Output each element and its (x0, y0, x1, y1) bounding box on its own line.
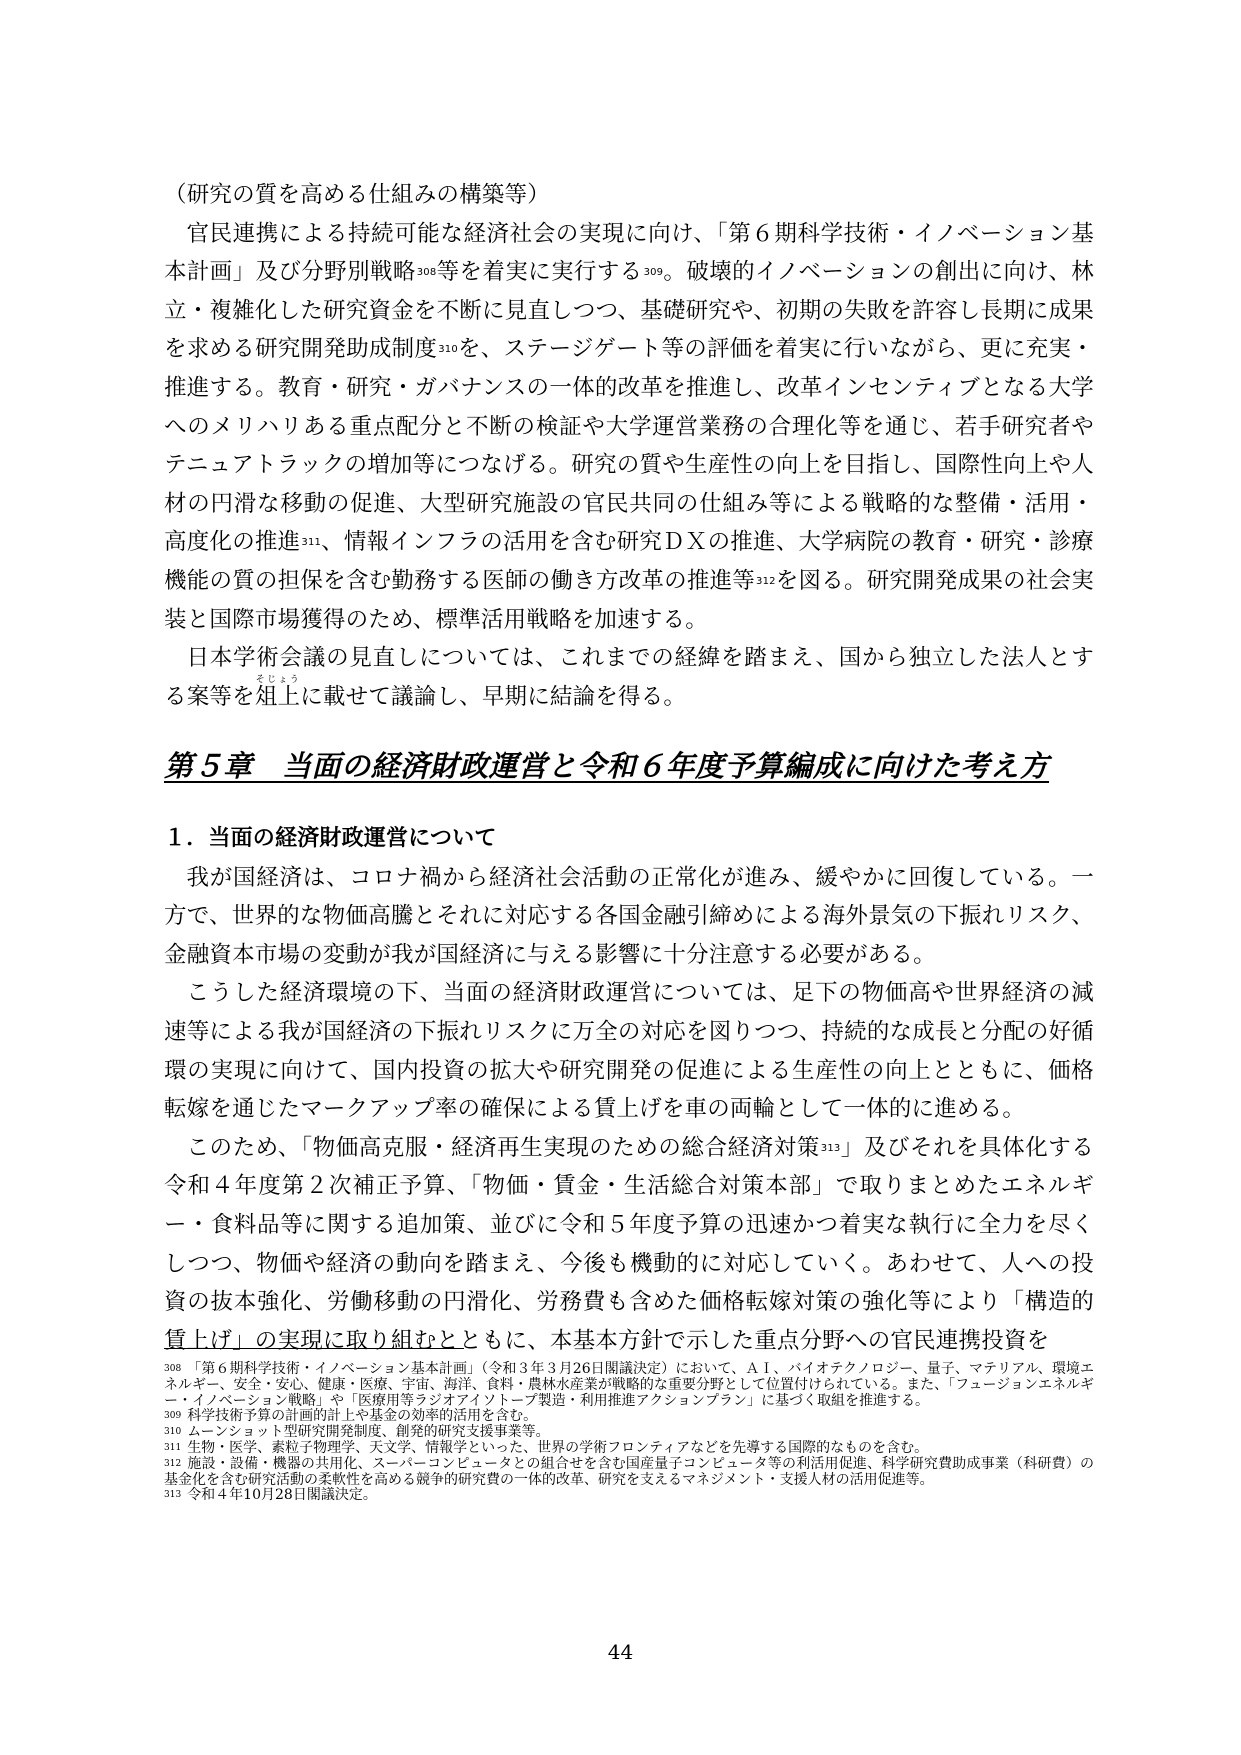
footnote-number: 312 (164, 1458, 182, 1469)
footnote-ref[interactable]: 309 (643, 267, 664, 279)
text-run: に載せて議論し、早期に結論を得る。 (300, 683, 687, 710)
footnote-text: 生物・医学、素粒子物理学、天文学、情報学といった、世界の学術フロンティアなどを先導する国際的なものを含む。 (187, 1439, 929, 1456)
footnote (164, 1488, 1094, 1504)
footnote-text: 科学技術予算の計画的計上や基金の効率的活用を含む。 (187, 1408, 538, 1425)
footnote-ref[interactable]: 312 (756, 575, 776, 587)
footnote-text: ムーンショット型研究開発制度、創発的研究支援事業等。 (187, 1424, 550, 1441)
footnote-ref[interactable]: 310 (438, 344, 458, 356)
footnotes (164, 1362, 1094, 1504)
footnote-ref[interactable]: 308 (416, 267, 437, 279)
footnote (164, 1441, 1094, 1457)
text-run: 」及びそれを具体化する令和４年度第２次補正予算、「物価・賃金・生活総合対策本部」で取りまとめたエネルギー・食料品等に関する追加策、並びに令和５年度予算の迅速かつ着実な執行に全力を尽くしつつ、物価や経済の動向を踏まえ、今後も機動的に対応していく。あわせて、人への投資の抜本強化、労働移動の円滑化、労務費も含めた価格転嫁対策の強化等により「構造的賃上げ」の実現に取り組むとともに、本基本方針で示した重点分野への官民連携投資を (164, 1134, 1095, 1354)
text-run: 、情報インフラの活用を含む研究ＤＸの推進、大学病院の教育・研究・診療機能の質の担保を含む勤務する医師の働き方改革の推進等 (164, 529, 1094, 594)
footnote (164, 1409, 1094, 1425)
text-run: 日本学術会議の見直しについては、これまでの経緯を踏まえ、国から独立した法人とする案等を (164, 645, 1094, 710)
text-run: 。破壊的イノベーションの創出に向け、林立・複雑化した研究資金を不断に見直しつつ、基礎研究や、初期の失敗を許容し長期に成果を求める研究開発助成制度 (164, 259, 1094, 363)
section-heading: （研究の質を高める仕組みの構築等） (164, 182, 550, 208)
footnote-ref[interactable]: 313 (820, 1142, 841, 1154)
text-run: を図る。研究開発成果の社会実装と国際市場獲得のため、標準活用戦略を加速する。 (164, 567, 1094, 633)
footnote (164, 1457, 1094, 1489)
footnote-number: 311 (164, 1442, 182, 1453)
section-heading: １．当面の経済財政運営について (164, 826, 497, 851)
page-number: 44 (607, 1640, 634, 1664)
ruby-reading: そじょう (254, 674, 301, 685)
section-research-quality (164, 176, 1094, 716)
chapter-title: 第５章 当面の経済財政運営と令和６年度予算編成に向けた考え方 (164, 749, 1050, 783)
section-economic-management (164, 820, 1094, 1360)
paragraph (164, 215, 1094, 640)
text-run: 等を着実に実行する (436, 259, 643, 286)
footnote-divider (164, 1348, 464, 1349)
footnote (164, 1362, 1094, 1409)
footnote-number: 310 (164, 1427, 182, 1438)
text-run: このため、「物価高克服・経済再生実現のための総合経済対策 (186, 1134, 820, 1161)
text-run: 官民連携による持続可能な経済社会の実現に向け、「第６期科学技術・イノベーション基本計画」及び分野別戦略 (164, 220, 1094, 286)
paragraph (164, 1129, 1094, 1361)
ruby-base: 俎上 (254, 683, 301, 710)
footnote-number: 309 (164, 1411, 182, 1422)
paragraph: 我が国経済は、コロナ禍から経済社会活動の正常化が進み、緩やかに回復している。一方で、世界的な物価高騰とそれに対応する各国金融引締めによる海外景気の下振れリスク、金融資本市場の変動が我が国経済に与える影響に十分注意する必要がある。 (164, 864, 1094, 968)
paragraph: こうした経済環境の下、当面の経済財政運営については、足下の物価高や世界経済の減速等による我が国経済の下振れリスクに万全の対応を図りつつ、持続的な成長と分配の好循環の実現に向けて、国内投資の拡大や研究開発の促進による生産性の向上とともに、価格転嫁を通じたマークアップ率の確保による賃上げを車の両輪として一体的に進める。 (164, 980, 1094, 1123)
footnote-text: 令和４年10月28日閣議決定。 (187, 1487, 377, 1504)
footnote-text: 施設・設備・機器の共用化、スーパーコンピュータとの組合せを含む国産量子コンピュータ等の利活用促進、科学研究費助成事業（科研費）の基金化を含む研究活動の柔軟性を高める競争的研究費の一体的改革、研究を支えるマネジメント・支援人材の活用促進等。 (164, 1455, 1094, 1488)
ruby-annotation (254, 674, 301, 710)
footnote-number: 308 (164, 1364, 182, 1374)
footnote-number: 313 (164, 1490, 182, 1501)
footnote-ref[interactable]: 311 (301, 537, 322, 549)
footnote-text: 「第６期科学技術・イノベーション基本計画」（令和３年３月26日閣議決定）において、ＡＩ、バイオテクノロジー、量子、マテリアル、環境エネルギー、安全・安心、健康・医療、宇宙、海洋、食料・農林水産業が戦略的な重要分野として位置付けられている。また、「フュージョンエネルギー・イノベーション戦略」や「医療用等ラジオアイソトープ製造・利用推進アクションプラン」に基づく取組を推進する。 (164, 1361, 1094, 1409)
text-run: を、ステージゲート等の評価を着実に行いながら、更に充実・推進する。教育・研究・ガバナンスの一体的改革を推進し、改革インセンティブとなる大学へのメリハリある重点配分と不断の検証や大学運営業務の合理化等を通じ、若手研究者やテニュアトラックの増加等につなげる。研究の質や生産性の向上を目指し、国際性向上や人材の円滑な移動の促進、大型研究施設の官民共同の仕組み等による戦略的な整備・活用・高度化の推進 (164, 336, 1094, 556)
footnote (164, 1425, 1094, 1441)
paragraph (164, 639, 1094, 716)
